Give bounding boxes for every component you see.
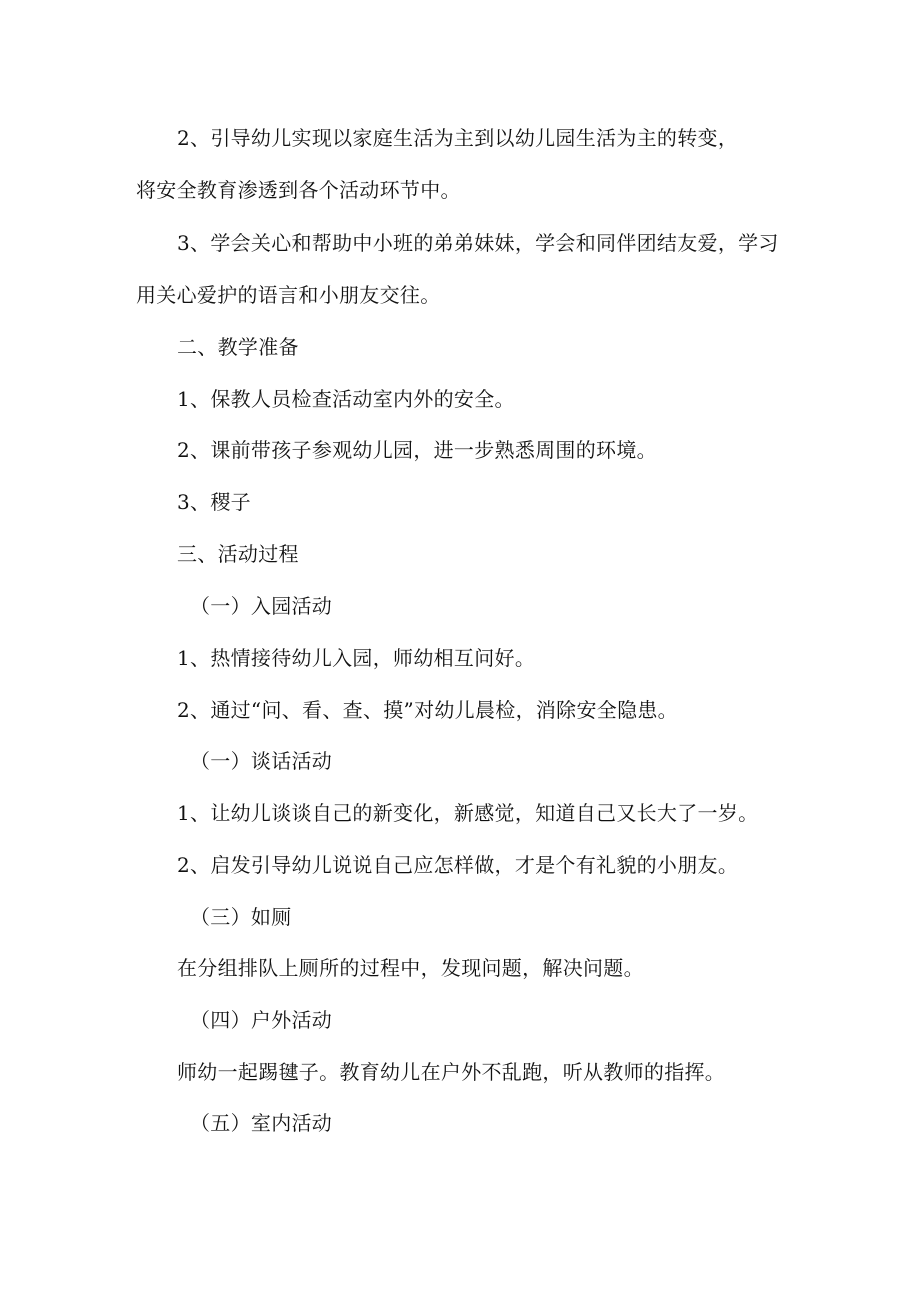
subheading-outdoor: （四）户外活动 — [190, 1008, 333, 1032]
conversation-item-1: 1、让幼儿谈谈自己的新变化，新感觉，知道自己又长大了一岁。 — [177, 801, 759, 825]
preparation-item-3: 3、稷子 — [177, 490, 251, 514]
outdoor-text: 师幼一起踢毽子。教育幼儿在户外不乱跑，听从教师的指挥。 — [177, 1060, 726, 1084]
preparation-item-1: 1、保教人员检查活动室内外的安全。 — [177, 387, 515, 411]
section-heading-preparation: 二、教学准备 — [177, 335, 299, 359]
arrival-item-2: 2、通过“问、看、查、摸”对幼儿晨检，消除安全隐患。 — [177, 698, 678, 722]
paragraph-goal-2: 2、引导幼儿实现以家庭生活为主到以幼儿园生活为主的转变， — [177, 126, 739, 150]
restroom-text: 在分组排队上厕所的过程中，发现问题，解决问题。 — [177, 956, 644, 980]
paragraph-goal-3: 3、学会关心和帮助中小班的弟弟妹妹，学会和同伴团结友爱，学习 — [177, 231, 779, 255]
paragraph-goal-3-continued: 用关心爱护的语言和小朋友交往。 — [136, 283, 441, 307]
arrival-item-1: 1、热情接待幼儿入园，师幼相互问好。 — [177, 646, 536, 670]
paragraph-goal-2-continued: 将安全教育渗透到各个活动环节中。 — [136, 178, 461, 202]
subheading-indoor: （五）室内活动 — [190, 1111, 333, 1135]
subheading-arrival: （一）入园活动 — [190, 594, 333, 618]
subheading-restroom: （三）如厕 — [190, 905, 292, 929]
section-heading-process: 三、活动过程 — [177, 542, 299, 566]
preparation-item-2: 2、课前带孩子参观幼儿园，进一步熟悉周围的环境。 — [177, 438, 657, 462]
subheading-conversation: （一）谈话活动 — [190, 749, 333, 773]
conversation-item-2: 2、启发引导幼儿说说自己应怎样做，才是个有礼貌的小朋友。 — [177, 853, 739, 877]
